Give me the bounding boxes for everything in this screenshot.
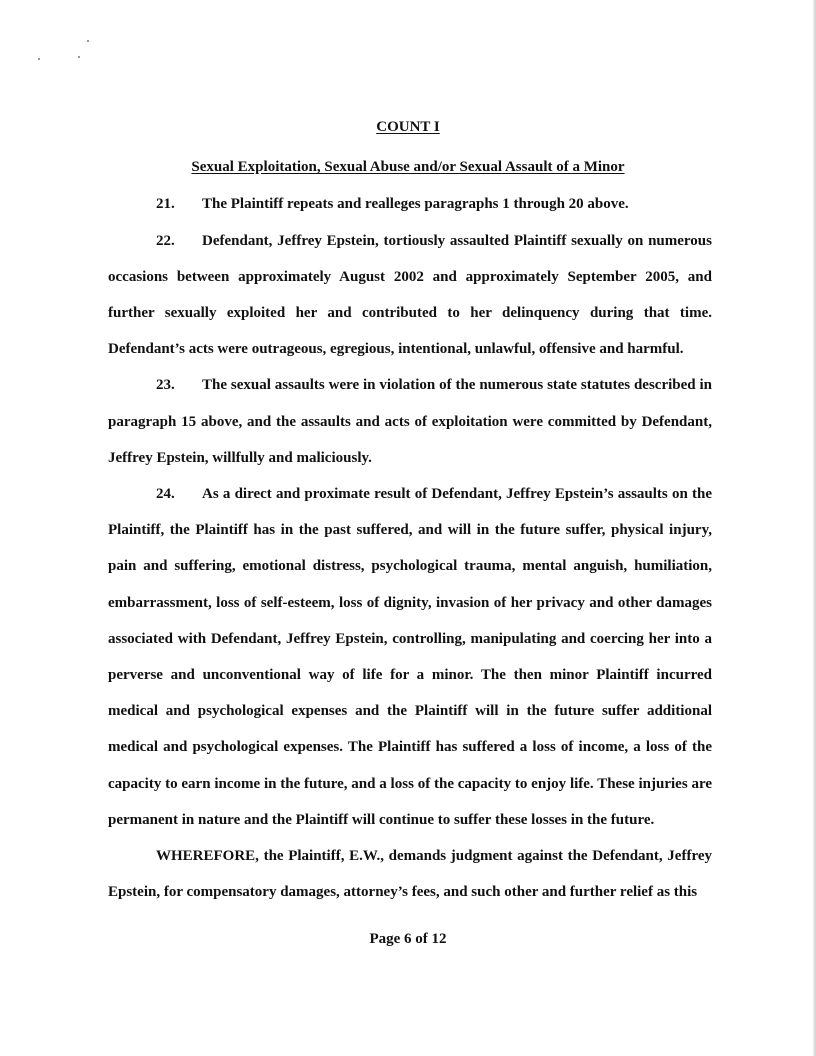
wherefore-clause: WHEREFORE, the Plaintiff, E.W., demands judgment against the Defendant, Jeffrey Epstein, for compensatory damages, attorney’s fees, and such other and further relief as this: [108, 848, 712, 901]
count-subheading: Sexual Exploitation, Sexual Abuse and/or Sexual Assault of a Minor: [191, 159, 625, 175]
paragraph-number: 21.: [156, 196, 175, 212]
paragraph-22: [108, 223, 712, 368]
paragraph-text: As a direct and proximate result of Defendant, Jeffrey Epstein’s assaults on the Plaintiff, the Plaintiff has in the past suffered, and will in the future suffer, physical injury, pain and suffering, emotional distress, psychological trauma, mental anguish, humiliation, embarrassment, loss of self-esteem, loss of dignity, invasion of her privacy and other damages associated with Defendant, Jeffrey Epstein, controlling, manipulating and coercing her into a perverse and unconventional way of life for a minor. The then minor Plaintiff incurred medical and psychological expenses and the Plaintiff will in the future suffer additional medical and psychological expenses. The Plaintiff has suffered a loss of income, a loss of the capacity to earn income in the future, and a loss of the capacity to enjoy life. These injuries are permanent in nature and the Plaintiff will continue to suffer these losses in the future.: [108, 486, 712, 828]
paragraph-21: [108, 186, 712, 222]
paragraph-text: The Plaintiff repeats and realleges paragraphs 1 through 20 above.: [202, 196, 629, 212]
scan-speck: [87, 40, 89, 42]
page-number-footer: Page 6 of 12: [369, 931, 447, 947]
document-body: [108, 186, 712, 910]
paragraph-number: 22.: [156, 232, 175, 249]
paragraph-number: 23.: [156, 377, 175, 394]
scan-speck: [78, 56, 80, 58]
paragraph-24: [108, 476, 712, 838]
paragraph-text: Defendant, Jeffrey Epstein, tortiously assaulted Plaintiff sexually on numerous occasions between approximately August 2002 and approximately September 2005, and further sexually exploited her and contributed to her delinquency during that time. Defendant’s acts were outrageous, egregious, intentional, unlawful, offensive and harmful.: [108, 232, 712, 358]
paragraph-number: 24.: [156, 486, 175, 503]
scan-speck: [38, 58, 40, 60]
paragraph-23: [108, 367, 712, 476]
paragraph-text: The sexual assaults were in violation of the numerous state statutes described in paragraph 15 above, and the assaults and acts of exploitation were committed by Defendant, Jeffrey Epstein, willfully and maliciously.: [108, 377, 712, 466]
count-heading: COUNT I: [376, 119, 440, 135]
